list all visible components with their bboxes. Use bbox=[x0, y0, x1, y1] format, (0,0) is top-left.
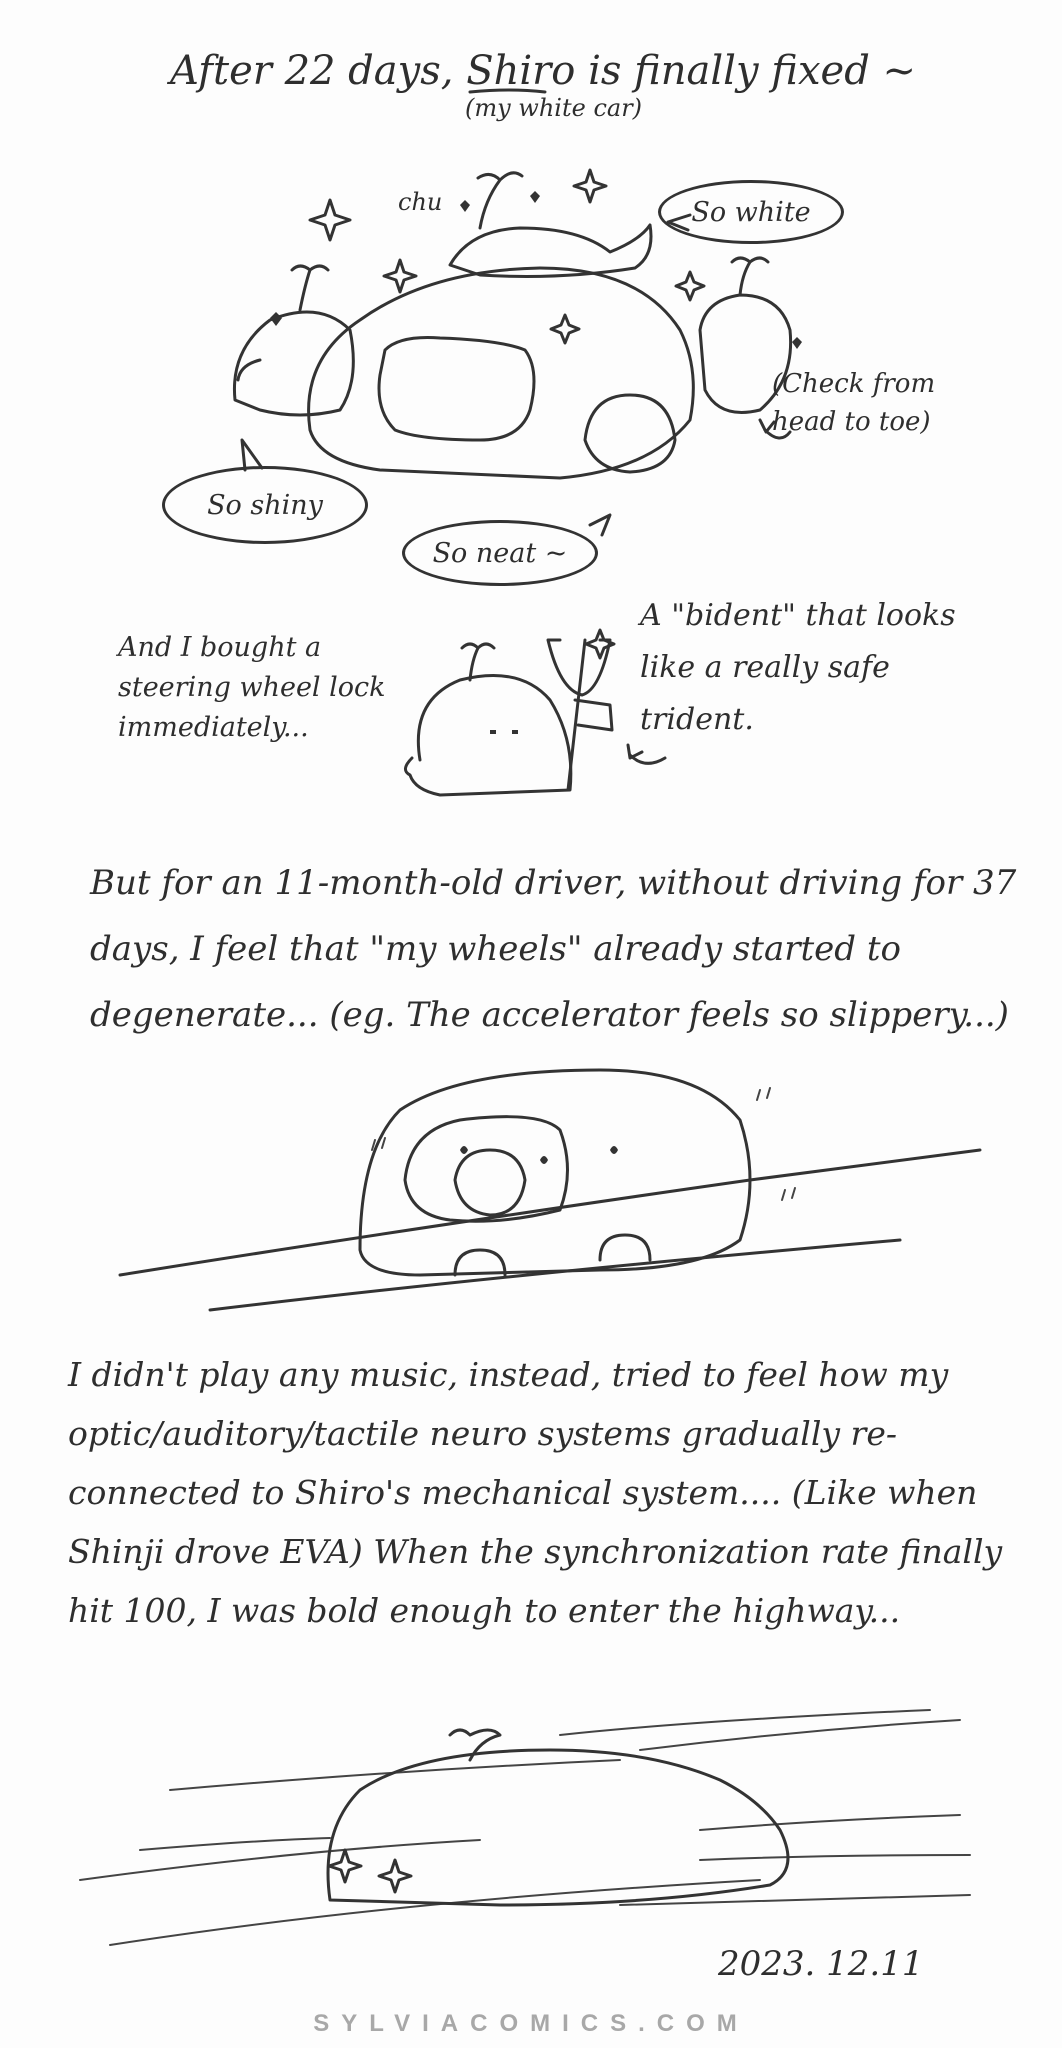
check-caption: (Check from head to toe) bbox=[772, 369, 936, 437]
comic-subtitle: (my white car) bbox=[465, 94, 643, 122]
comic-date: 2023. 12.11 bbox=[718, 1944, 924, 1984]
chu-text: chu bbox=[398, 188, 443, 216]
highway-car-illustration bbox=[80, 1710, 970, 1945]
driver-paragraph: But for an 11-month-old driver, without driving for 37 days, I feel that "my wheels" already started to degenerate... (eg. The accelerator feels so slippery...) bbox=[90, 863, 1017, 1035]
so-white-bubble: So white bbox=[658, 180, 844, 244]
bident-caption: A "bident" that looks like a really safe trident. bbox=[640, 598, 956, 737]
title-underline bbox=[470, 90, 545, 92]
comic-title: After 22 days, Shiro is finally fixed ~ bbox=[170, 48, 917, 94]
steering-lock-caption: And I bought a steering wheel lock immediately... bbox=[118, 632, 386, 743]
site-footer: SYLVIACOMICS.COM bbox=[313, 2010, 749, 2037]
so-shiny-bubble: So shiny bbox=[162, 466, 368, 544]
highway-paragraph: I didn't play any music, instead, tried to feel how my optic/auditory/tactile neuro systems gradually re-connected to Shiro's mechanical system.... (Like when Shinji drove EVA) When the synchronization rate finally hit 100, I was bold enough to enter the highway... bbox=[68, 1355, 1003, 1630]
bident-illustration bbox=[405, 630, 665, 795]
driving-car-illustration bbox=[120, 1070, 980, 1310]
so-neat-bubble: So neat ~ bbox=[402, 520, 598, 586]
